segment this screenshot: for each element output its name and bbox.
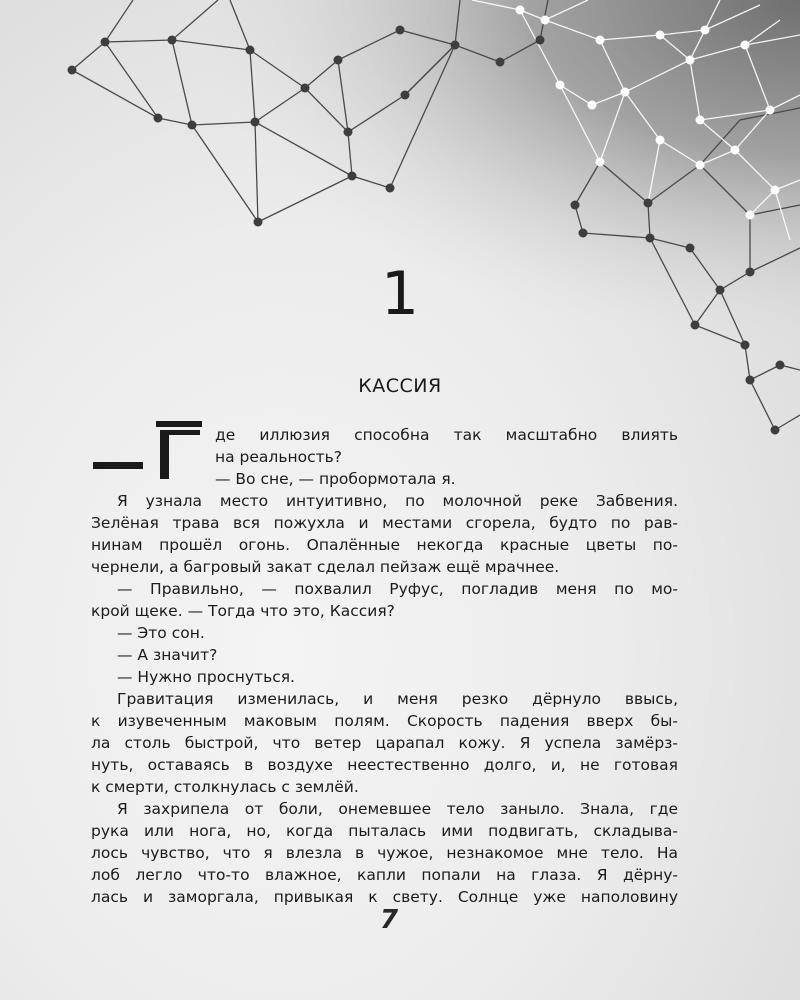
text-line: — Нужно проснуться.	[117, 668, 295, 686]
text-line: чернели, а багровый закат сделал пейзаж ещё мрачнее.	[91, 558, 560, 576]
chapter-text	[91, 424, 678, 908]
text-line: лоб легло что-то влажное, капли попали на глаза. Я дёрну-	[91, 866, 678, 884]
text-line: нуть, оставаясь в воздухе неестественно долго, и, не готовая	[91, 756, 678, 774]
chapter-heading: КАССИЯ	[358, 375, 442, 397]
text-line: рука или нога, но, когда пыталась ими подвигать, складыва-	[91, 822, 678, 840]
text-line: — А значит?	[117, 646, 218, 664]
text-line: — Это сон.	[117, 624, 205, 642]
text-line: Я узнала место интуитивно, по молочной реке Забвения.	[117, 492, 678, 510]
text-line: лась и заморгала, привыкая к свету. Солнце уже наполовину	[91, 888, 678, 906]
text-line: на реальность?	[215, 448, 343, 466]
text-line: к смерти, столкнулась с землёй.	[91, 778, 359, 796]
page-number: 7	[379, 905, 399, 935]
chapter-number: 1	[380, 259, 420, 329]
text-line: нинам прошёл огонь. Опалённые некогда красные цветы по-	[91, 536, 678, 554]
text-line: — Правильно, — похвалил Руфус, погладив меня по мо-	[117, 580, 678, 598]
text-line: Я захрипела от боли, онемевшее тело заныло. Знала, где	[117, 800, 678, 818]
text-line: де иллюзия способна так масштабно влиять	[215, 426, 678, 444]
text-line: к изувеченным маковым полям. Скорость падения вверх бы-	[91, 712, 678, 730]
text-line: крой щеке. — Тогда что это, Кассия?	[91, 602, 395, 620]
text-line: лось чувство, что я влезла в чужое, незнакомое мне тело. На	[91, 844, 678, 862]
text-line: Гравитация изменилась, и меня резко дёрнуло ввысь,	[117, 690, 678, 708]
text-line: ла столь быстрой, что ветер царапал кожу. Я успела замёрз-	[91, 734, 678, 752]
text-line: Зелёная трава вся пожухла и местами сгорела, будто по рав-	[91, 514, 678, 532]
text-line: — Во сне, — пробормотала я.	[215, 470, 456, 488]
